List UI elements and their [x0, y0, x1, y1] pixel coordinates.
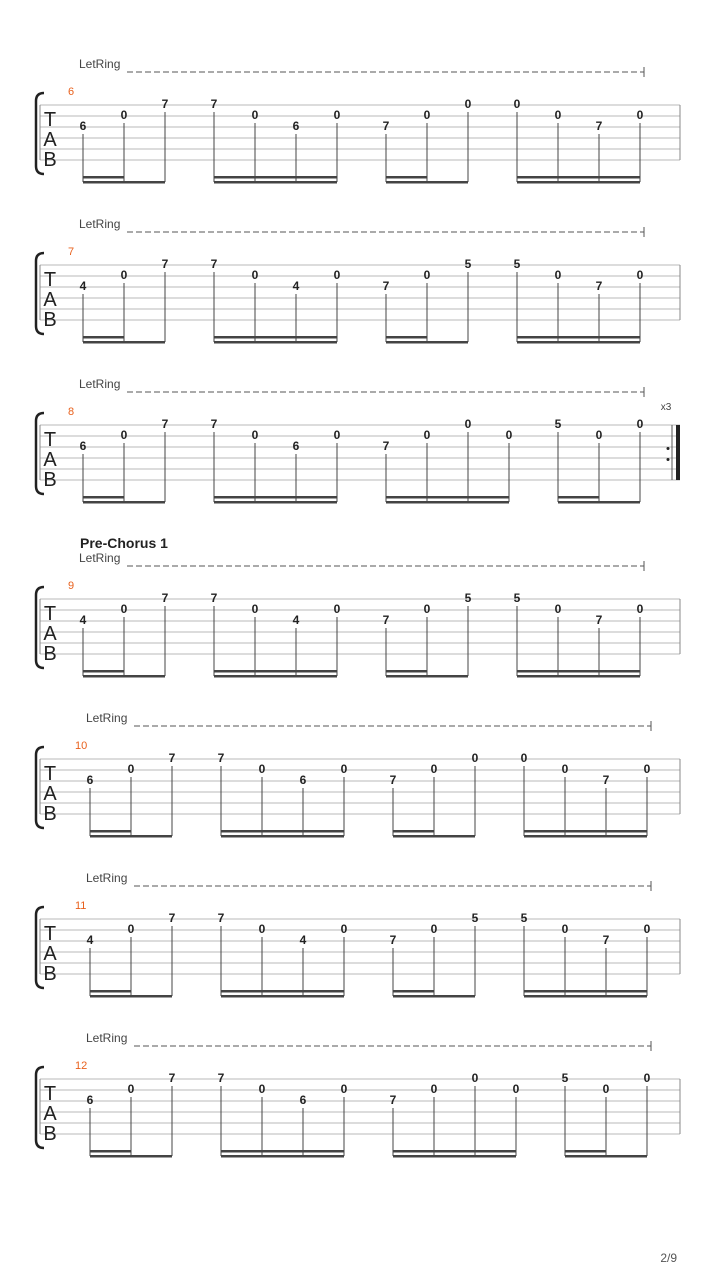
fret-number: 5: [561, 1071, 569, 1085]
fret-number: 0: [554, 268, 562, 282]
beam: [565, 1155, 647, 1158]
fret-number: 4: [86, 933, 94, 947]
repeat-thick-barline: [676, 425, 680, 480]
beam-16th: [83, 336, 124, 339]
measure-number: 9: [68, 580, 75, 592]
tab-clef-letter: B: [43, 963, 57, 985]
fret-number: 0: [595, 428, 603, 442]
beam-16th: [386, 670, 427, 673]
fret-number: 0: [251, 108, 259, 122]
fret-number: 6: [79, 439, 87, 453]
measure-number: 6: [68, 86, 75, 98]
fret-number: 0: [636, 268, 644, 282]
beam-16th: [517, 670, 640, 673]
fret-number: 4: [79, 279, 87, 293]
fret-number: 0: [251, 602, 259, 616]
tab-clef-letter: A: [43, 289, 57, 311]
fret-number: 0: [423, 428, 431, 442]
tab-clef-letter: A: [43, 623, 57, 645]
beam: [517, 675, 640, 678]
fret-number: 6: [86, 1093, 94, 1107]
fret-number: 0: [340, 1082, 348, 1096]
beam-16th: [393, 830, 434, 833]
tab-clef-letter: B: [43, 643, 57, 665]
beam: [221, 835, 344, 838]
fret-number: 0: [643, 922, 651, 936]
beam-16th: [524, 990, 647, 993]
tab-clef-letter: A: [43, 129, 57, 151]
beam: [90, 995, 172, 998]
beam: [524, 835, 647, 838]
fret-number: 0: [120, 108, 128, 122]
fret-number: 4: [79, 613, 87, 627]
fret-number: 7: [217, 1071, 225, 1085]
fret-number: 7: [210, 591, 218, 605]
let-ring-label: LetRing: [79, 377, 121, 391]
fret-number: 7: [161, 591, 169, 605]
fret-number: 5: [513, 257, 521, 271]
beam: [558, 501, 640, 504]
fret-number: 0: [636, 602, 644, 616]
fret-number: 7: [210, 97, 218, 111]
beam: [517, 181, 640, 184]
fret-number: 7: [382, 439, 390, 453]
fret-number: 0: [643, 1071, 651, 1085]
fret-number: 0: [643, 762, 651, 776]
beam-16th: [221, 1150, 344, 1153]
fret-number: 5: [464, 591, 472, 605]
beam-16th: [214, 496, 337, 499]
fret-number: 0: [464, 417, 472, 431]
fret-number: 0: [471, 751, 479, 765]
measure-number: 8: [68, 406, 75, 418]
let-ring-label: LetRing: [86, 711, 128, 725]
beam: [90, 1155, 172, 1158]
tab-clef-letter: B: [43, 469, 57, 491]
fret-number: 7: [168, 1071, 176, 1085]
beam: [83, 501, 165, 504]
fret-number: 0: [554, 108, 562, 122]
fret-number: 7: [161, 97, 169, 111]
fret-number: 5: [554, 417, 562, 431]
beam: [386, 675, 468, 678]
fret-number: 0: [520, 751, 528, 765]
fret-number: 7: [602, 773, 610, 787]
let-ring-label: LetRing: [86, 1031, 128, 1045]
fret-number: 7: [210, 257, 218, 271]
fret-number: 6: [292, 119, 300, 133]
fret-number: 7: [161, 417, 169, 431]
fret-number: 5: [513, 591, 521, 605]
fret-number: 7: [217, 751, 225, 765]
fret-number: 0: [471, 1071, 479, 1085]
beam: [221, 995, 344, 998]
tab-clef-letter: B: [43, 309, 57, 331]
repeat-dot: [667, 458, 670, 461]
fret-number: 7: [161, 257, 169, 271]
fret-number: 0: [251, 428, 259, 442]
beam: [83, 181, 165, 184]
tab-clef-letter: A: [43, 783, 57, 805]
beam: [221, 1155, 344, 1158]
fret-number: 0: [430, 922, 438, 936]
tab-clef-letter: B: [43, 1123, 57, 1145]
beam: [83, 341, 165, 344]
tab-clef-letter: T: [43, 109, 57, 131]
fret-number: 0: [636, 417, 644, 431]
tab-clef-letter: A: [43, 1103, 57, 1125]
measure-number: 10: [75, 740, 88, 752]
beam-16th: [386, 336, 427, 339]
beam: [386, 341, 468, 344]
fret-number: 4: [292, 613, 300, 627]
beam: [214, 675, 337, 678]
beam: [90, 835, 172, 838]
tab-clef-letter: T: [43, 763, 57, 785]
fret-number: 5: [464, 257, 472, 271]
repeat-dot: [667, 447, 670, 450]
fret-number: 7: [217, 911, 225, 925]
beam: [214, 341, 337, 344]
measure-number: 7: [68, 246, 75, 258]
beam-16th: [524, 830, 647, 833]
fret-number: 5: [520, 911, 528, 925]
fret-number: 6: [299, 773, 307, 787]
fret-number: 7: [602, 933, 610, 947]
fret-number: 4: [299, 933, 307, 947]
beam-16th: [90, 1150, 131, 1153]
fret-number: 0: [505, 428, 513, 442]
tab-clef-letter: A: [43, 449, 57, 471]
fret-number: 7: [382, 279, 390, 293]
beam-16th: [517, 176, 640, 179]
beam-16th: [214, 670, 337, 673]
fret-number: 7: [168, 911, 176, 925]
fret-number: 0: [561, 762, 569, 776]
beam: [386, 501, 509, 504]
fret-number: 7: [210, 417, 218, 431]
fret-number: 6: [292, 439, 300, 453]
fret-number: 0: [127, 1082, 135, 1096]
tab-clef-letter: T: [43, 429, 57, 451]
tab-clef-letter: A: [43, 943, 57, 965]
beam: [393, 1155, 516, 1158]
fret-number: 7: [389, 1093, 397, 1107]
page-number: 2/9: [660, 1251, 677, 1265]
beam-16th: [565, 1150, 606, 1153]
fret-number: 0: [423, 268, 431, 282]
fret-number: 0: [512, 1082, 520, 1096]
beam-16th: [83, 670, 124, 673]
fret-number: 7: [382, 119, 390, 133]
measure-number: 12: [75, 1060, 88, 1072]
beam-16th: [386, 176, 427, 179]
beam-16th: [90, 990, 131, 993]
beam-16th: [214, 176, 337, 179]
fret-number: 0: [340, 922, 348, 936]
tab-clef-letter: T: [43, 269, 57, 291]
beam-16th: [386, 496, 509, 499]
beam-16th: [393, 1150, 516, 1153]
beam-16th: [90, 830, 131, 833]
fret-number: 5: [471, 911, 479, 925]
fret-number: 0: [340, 762, 348, 776]
beam: [517, 341, 640, 344]
tab-clef-letter: T: [43, 923, 57, 945]
fret-number: 6: [79, 119, 87, 133]
beam-16th: [393, 990, 434, 993]
let-ring-label: LetRing: [79, 217, 121, 231]
fret-number: 0: [423, 108, 431, 122]
fret-number: 0: [127, 762, 135, 776]
fret-number: 0: [251, 268, 259, 282]
beam: [393, 995, 475, 998]
fret-number: 7: [389, 933, 397, 947]
fret-number: 0: [120, 268, 128, 282]
beam-16th: [517, 336, 640, 339]
fret-number: 0: [333, 268, 341, 282]
fret-number: 0: [333, 602, 341, 616]
tab-clef-letter: B: [43, 149, 57, 171]
fret-number: 4: [292, 279, 300, 293]
beam: [83, 675, 165, 678]
fret-number: 7: [389, 773, 397, 787]
fret-number: 7: [168, 751, 176, 765]
fret-number: 0: [636, 108, 644, 122]
measure-number: 11: [75, 900, 87, 912]
fret-number: 0: [430, 1082, 438, 1096]
beam: [214, 181, 337, 184]
beam-16th: [214, 336, 337, 339]
beam: [393, 835, 475, 838]
fret-number: 7: [595, 279, 603, 293]
fret-number: 7: [595, 613, 603, 627]
fret-number: 0: [333, 108, 341, 122]
fret-number: 0: [561, 922, 569, 936]
fret-number: 0: [430, 762, 438, 776]
fret-number: 0: [464, 97, 472, 111]
fret-number: 0: [602, 1082, 610, 1096]
fret-number: 0: [258, 1082, 266, 1096]
fret-number: 6: [86, 773, 94, 787]
fret-number: 7: [382, 613, 390, 627]
let-ring-label: LetRing: [86, 871, 128, 885]
beam-16th: [558, 496, 599, 499]
beam: [214, 501, 337, 504]
fret-number: 0: [120, 602, 128, 616]
fret-number: 0: [258, 762, 266, 776]
fret-number: 0: [513, 97, 521, 111]
tab-clef-letter: B: [43, 803, 57, 825]
repeat-count: x3: [660, 402, 672, 413]
beam-16th: [221, 830, 344, 833]
beam-16th: [83, 176, 124, 179]
fret-number: 6: [299, 1093, 307, 1107]
fret-number: 0: [333, 428, 341, 442]
fret-number: 0: [554, 602, 562, 616]
beam-16th: [221, 990, 344, 993]
fret-number: 0: [120, 428, 128, 442]
tab-clef-letter: T: [43, 603, 57, 625]
fret-number: 7: [595, 119, 603, 133]
beam-16th: [83, 496, 124, 499]
beam: [524, 995, 647, 998]
fret-number: 0: [258, 922, 266, 936]
fret-number: 0: [127, 922, 135, 936]
let-ring-label: LetRing: [79, 551, 121, 565]
section-label: Pre-Chorus 1: [80, 535, 168, 551]
fret-number: 0: [423, 602, 431, 616]
tab-clef-letter: T: [43, 1083, 57, 1105]
let-ring-label: LetRing: [79, 57, 121, 71]
beam: [386, 181, 468, 184]
